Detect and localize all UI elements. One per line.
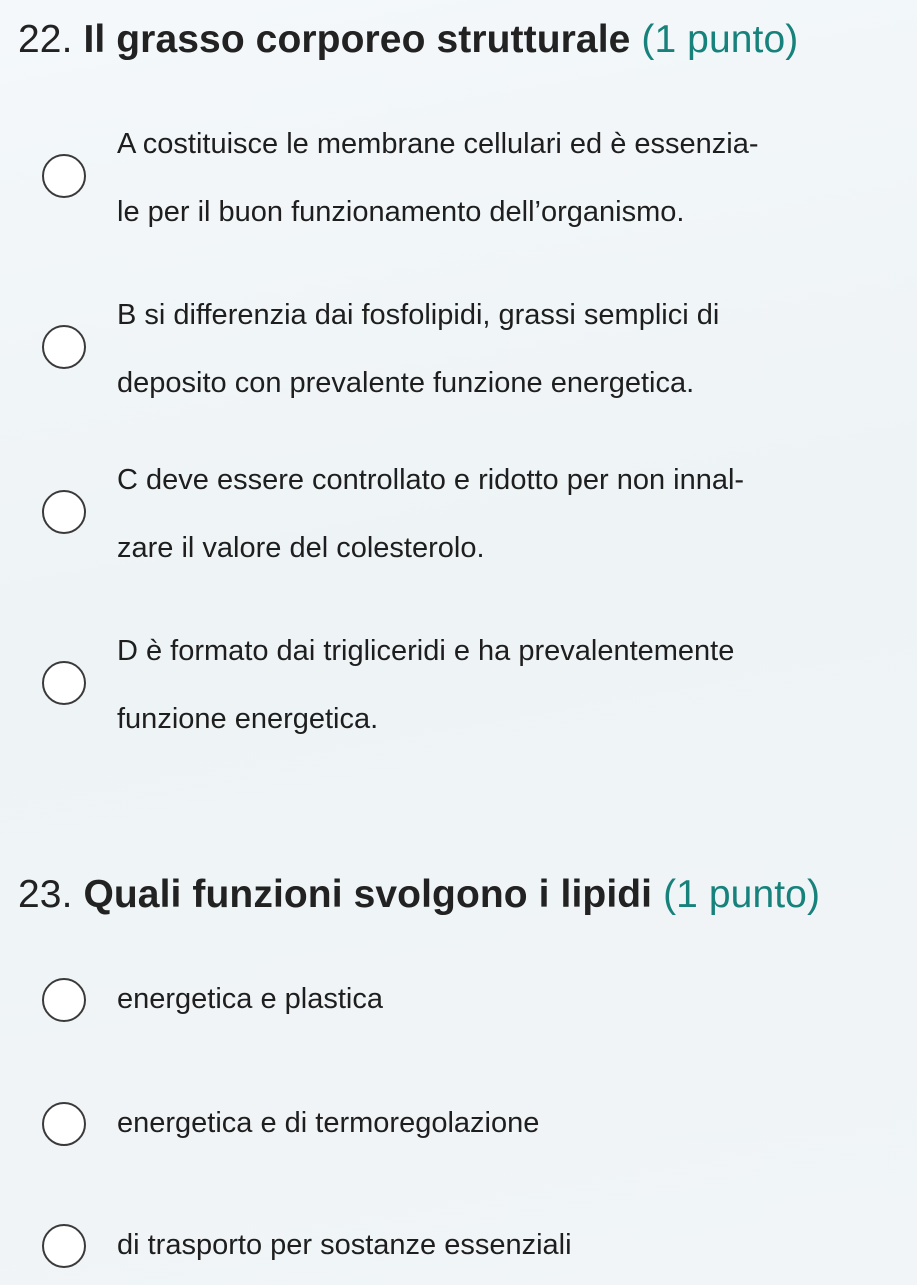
question-number: 22.: [18, 18, 73, 61]
question-text: Il grasso corporeo strutturale: [83, 18, 631, 61]
option-label: A costituisce le membrane cellulari ed è essenzia- le per il buon funzionamento dell’organismo.: [117, 128, 759, 228]
question-points: (1 punto): [663, 873, 821, 916]
q22-option-d[interactable]: [0, 617, 917, 753]
q23-option-1[interactable]: [0, 978, 917, 1022]
radio-button-icon[interactable]: [42, 325, 86, 369]
q22-option-a[interactable]: [0, 110, 917, 246]
question-points: (1 punto): [641, 18, 799, 61]
q23-option-3[interactable]: [0, 1224, 917, 1268]
option-label: C deve essere controllato e ridotto per non innal- zare il valore del colesterolo.: [117, 464, 745, 564]
radio-button-icon[interactable]: [42, 154, 86, 198]
option-label: D è formato dai trigliceridi e ha prevalentemente funzione energetica.: [117, 635, 735, 735]
option-label: energetica e di termoregolazione: [117, 1107, 540, 1139]
radio-button-icon[interactable]: [42, 661, 86, 705]
q23-option-2[interactable]: [0, 1102, 917, 1146]
option-label: B si differenzia dai fosfolipidi, grassi semplici di deposito con prevalente funzione energetica.: [117, 299, 720, 399]
radio-button-icon[interactable]: [42, 1102, 86, 1146]
question-text: Quali funzioni svolgono i lipidi: [83, 873, 653, 916]
option-label: energetica e plastica: [117, 983, 383, 1015]
option-label: di trasporto per sostanze essenziali: [117, 1229, 572, 1261]
question-23-title: [18, 872, 820, 918]
radio-button-icon[interactable]: [42, 978, 86, 1022]
question-22-title: [18, 17, 798, 63]
q22-option-c[interactable]: [0, 446, 917, 582]
radio-button-icon[interactable]: [42, 490, 86, 534]
q22-option-b[interactable]: [0, 281, 917, 417]
question-number: 23.: [18, 873, 73, 916]
radio-button-icon[interactable]: [42, 1224, 86, 1268]
